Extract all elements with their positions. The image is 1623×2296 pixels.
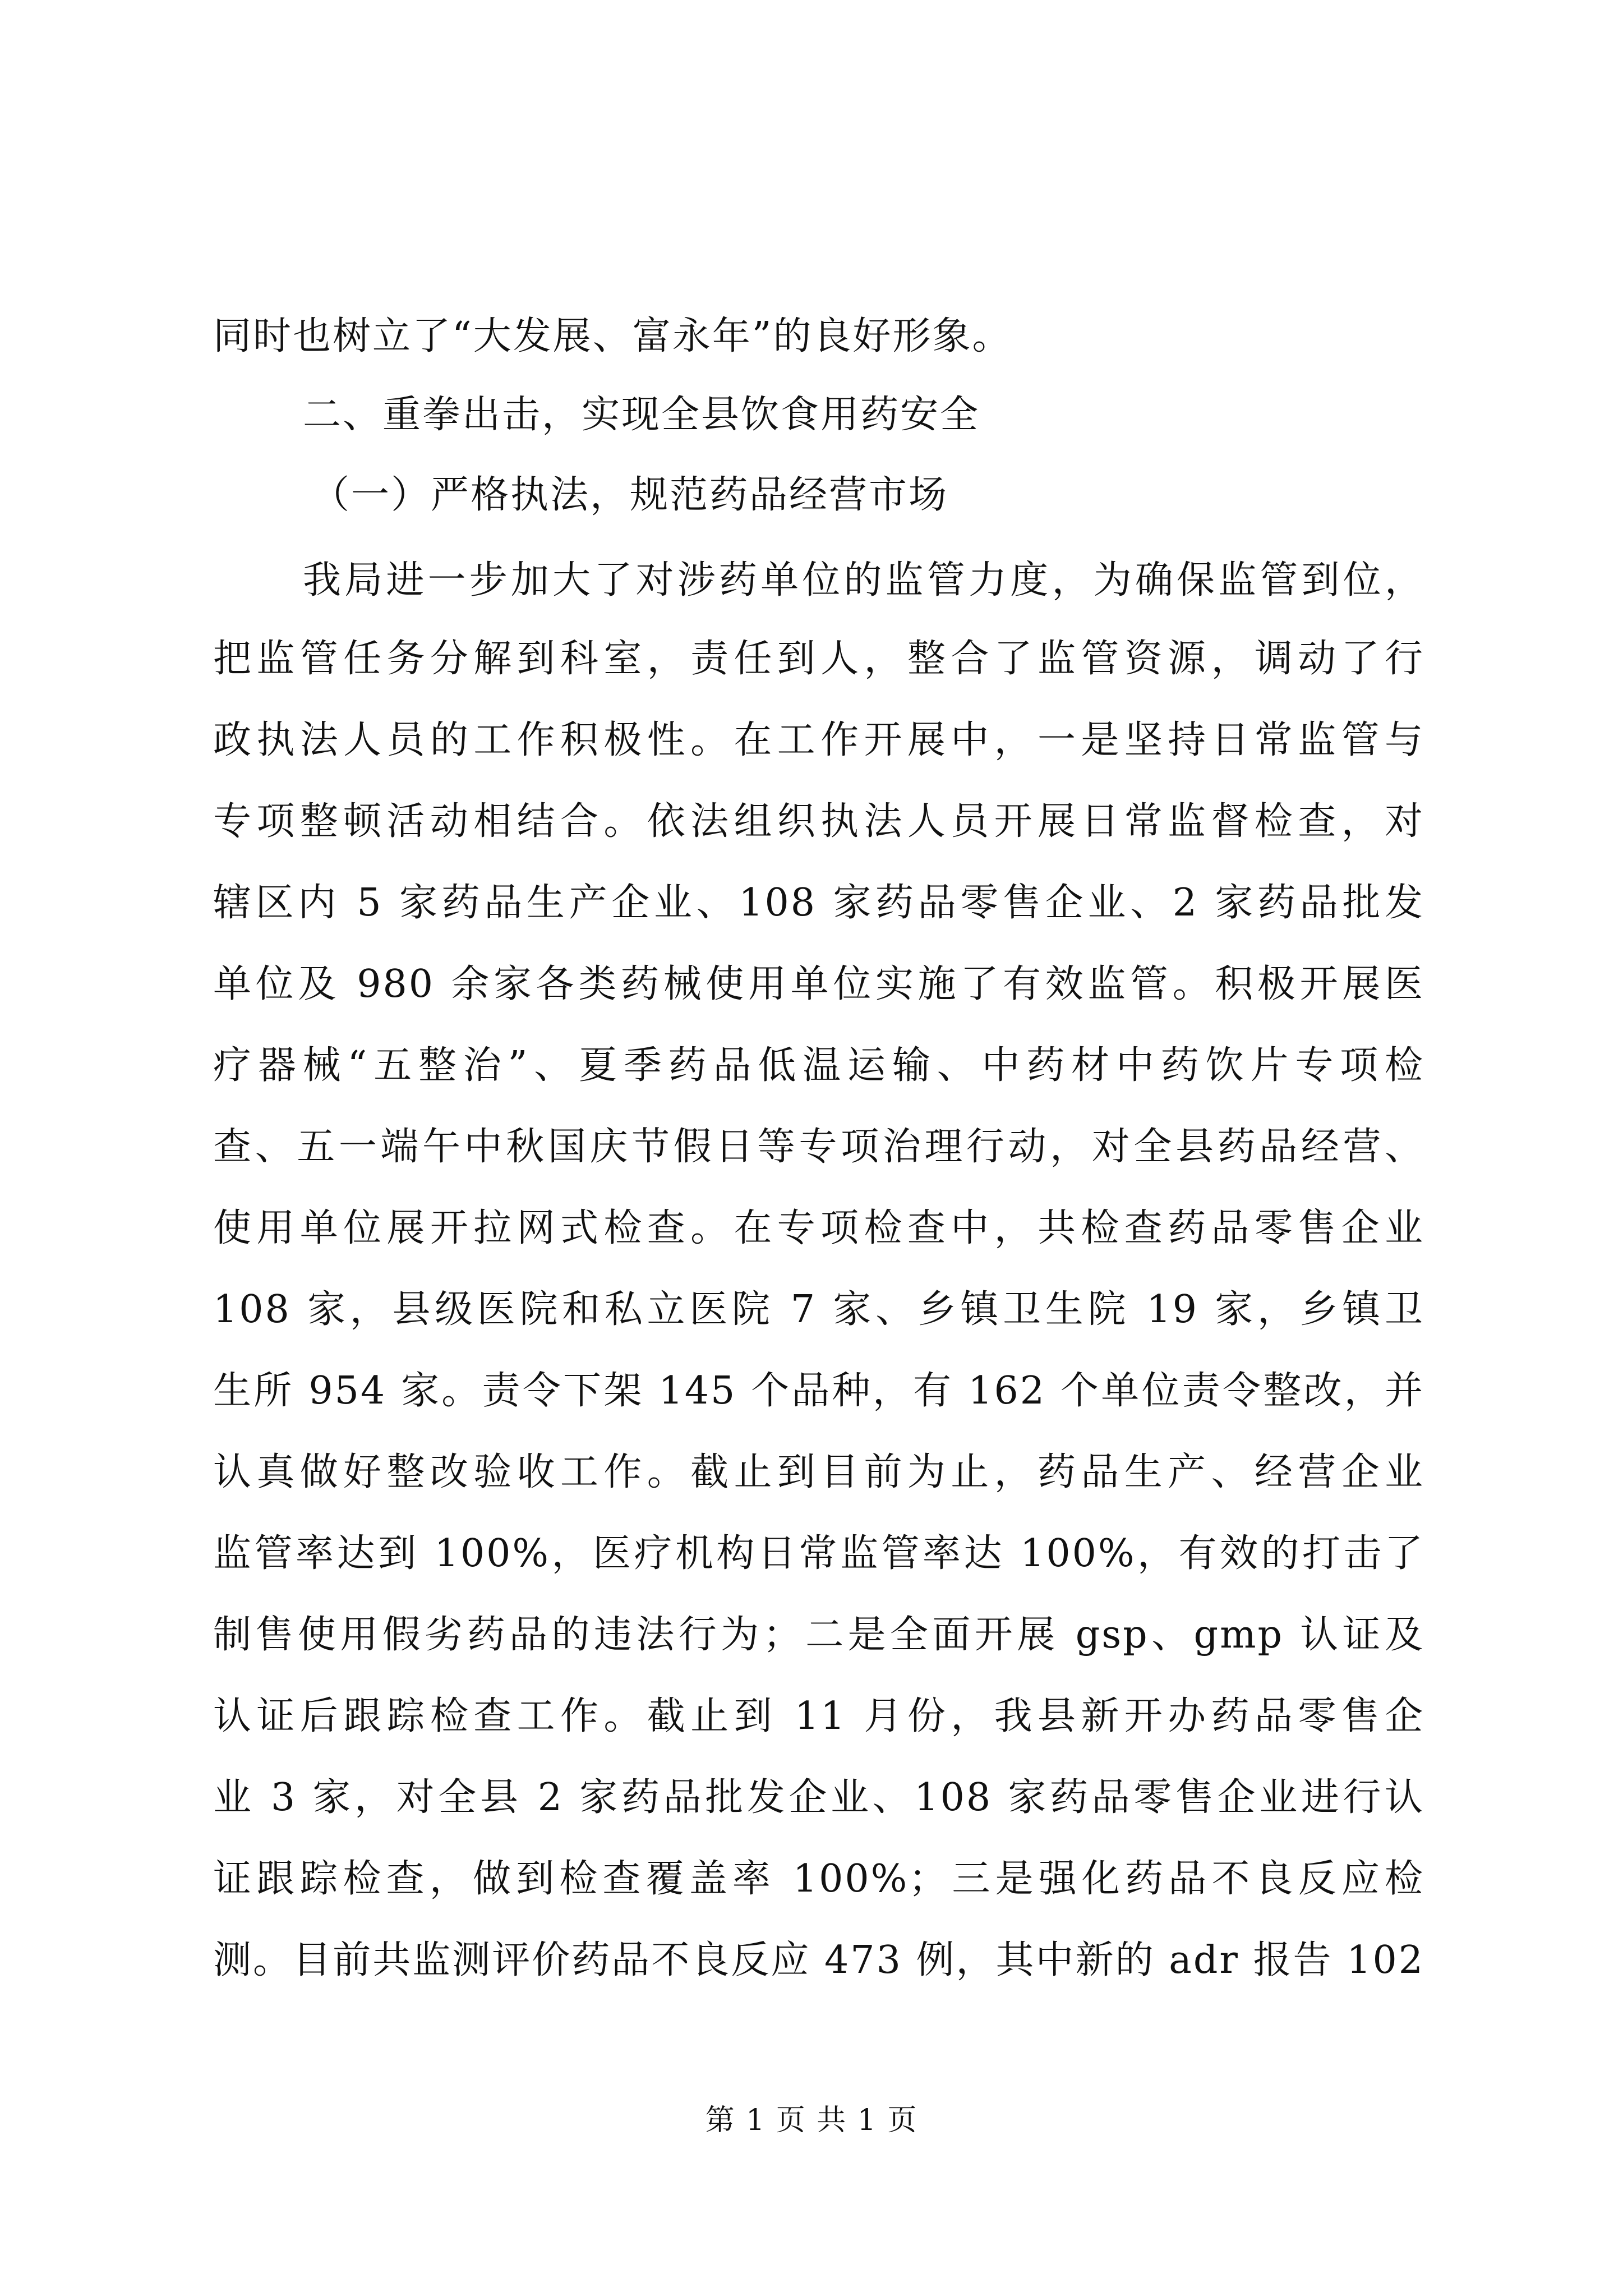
paragraph-line: 把监管任务分解到科室，责任到人，整合了监管资源，调动了行 xyxy=(213,637,1424,681)
paragraph-line: 制售使用假劣药品的违法行为；二是全面开展 gsp、gmp 认证及 xyxy=(213,1613,1424,1657)
paragraph-line: 使用单位展开拉网式检查。在专项检查中，共检查药品零售企业 xyxy=(213,1206,1424,1250)
paragraph-line: 108 家，县级医院和私立医院 7 家、乡镇卫生院 19 家，乡镇卫 xyxy=(213,1287,1424,1332)
paragraph-line: 单位及 980 余家各类药械使用单位实施了有效监管。积极开展医 xyxy=(213,962,1424,1006)
section-heading: 二、重拳出击，实现全县饮食用药安全 xyxy=(303,393,980,437)
paragraph-line: 测。目前共监测评价药品不良反应 473 例，其中新的 adr 报告 102 xyxy=(213,1938,1424,1982)
text-line-continuation: 同时也树立了“大发展、富永年”的良好形象。 xyxy=(213,314,1012,358)
subsection-heading: （一）严格执法，规范药品经营市场 xyxy=(311,473,949,517)
paragraph-line: 证跟踪检查，做到检查覆盖率 100%；三是强化药品不良反应检 xyxy=(213,1857,1424,1901)
paragraph-line: 疗器械“五整治”、夏季药品低温运输、中药材中药饮片专项检 xyxy=(213,1043,1424,1088)
paragraph-line: 专项整顿活动相结合。依法组织执法人员开展日常监督检查，对 xyxy=(213,799,1424,844)
paragraph-line: 我局进一步加大了对涉药单位的监管力度，为确保监管到位， xyxy=(303,558,1424,602)
page-footer: 第 1 页 共 1 页 xyxy=(705,2104,918,2137)
paragraph-line: 认证后跟踪检查工作。截止到 11 月份，我县新开办药品零售企 xyxy=(213,1694,1424,1738)
paragraph-line: 辖区内 5 家药品生产企业、108 家药品零售企业、2 家药品批发 xyxy=(213,881,1424,925)
paragraph-line: 查、五一端午中秋国庆节假日等专项治理行动，对全县药品经营、 xyxy=(213,1125,1424,1169)
paragraph-line: 业 3 家，对全县 2 家药品批发企业、108 家药品零售企业进行认 xyxy=(213,1775,1424,1820)
paragraph-line: 监管率达到 100%，医疗机构日常监管率达 100%，有效的打击了 xyxy=(213,1531,1424,1576)
paragraph-line: 生所 954 家。责令下架 145 个品种，有 162 个单位责令整改，并 xyxy=(213,1369,1424,1413)
paragraph-line: 认真做好整改验收工作。截止到目前为止，药品生产、经营企业 xyxy=(213,1450,1424,1494)
paragraph-line: 政执法人员的工作积极性。在工作开展中，一是坚持日常监管与 xyxy=(213,718,1424,762)
